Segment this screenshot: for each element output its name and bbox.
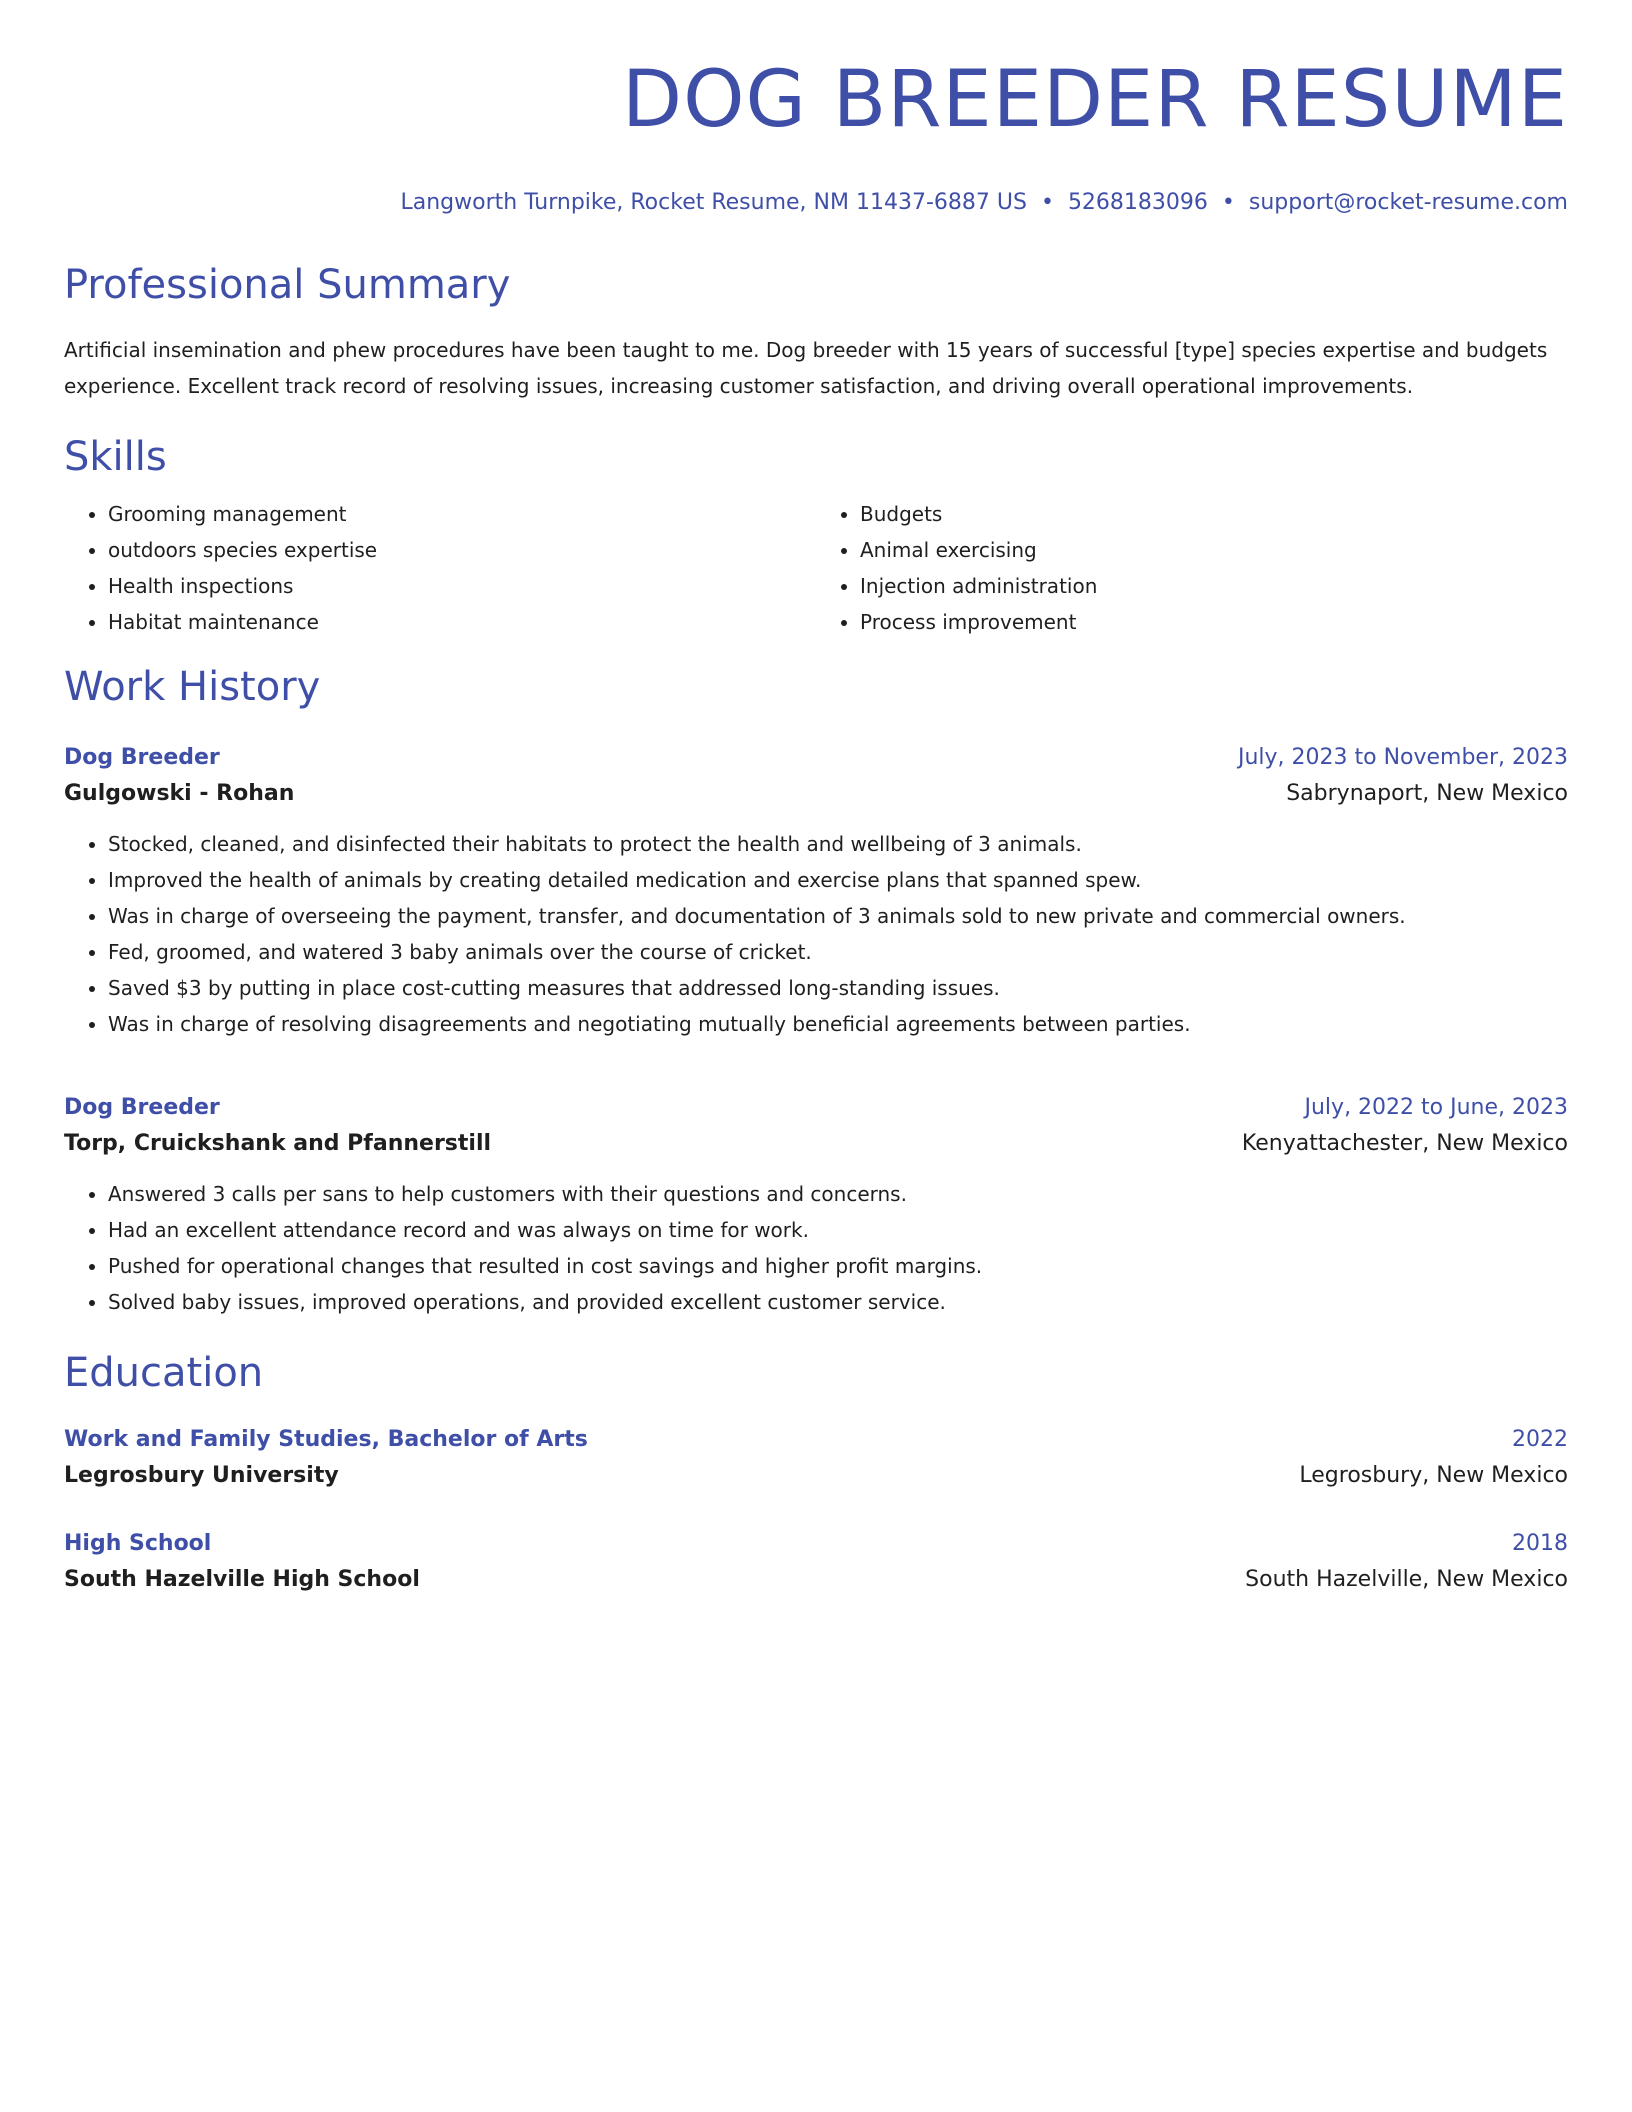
job-title: Dog Breeder (64, 1095, 220, 1120)
skills-heading: Skills (64, 434, 167, 480)
job-company: Torp, Cruickshank and Pfannerstill (64, 1131, 492, 1156)
education-school-row (64, 1458, 1568, 1494)
job-bullets (64, 826, 1568, 1042)
job-location: Sabrynaport, New Mexico (1286, 781, 1568, 806)
skills-grid (64, 496, 1568, 640)
job-company: Gulgowski - Rohan (64, 781, 295, 806)
job-bullets (64, 1176, 1568, 1320)
job-bullet: • Pushed for operational changes that resulted in cost savings and higher profit margins. (108, 1248, 1568, 1284)
skill-item: • Health inspections (108, 568, 816, 604)
job-company-row (64, 1126, 1568, 1162)
education-location: South Hazelville, New Mexico (1245, 1567, 1568, 1592)
job-location: Kenyattachester, New Mexico (1241, 1131, 1568, 1156)
contact-phone: 5268183096 (1067, 190, 1208, 215)
job-entry (64, 740, 1568, 1042)
job-company-row (64, 776, 1568, 812)
skill-item: • Injection administration (860, 568, 1568, 604)
job-dates: July, 2023 to November, 2023 (1237, 745, 1568, 770)
job-bullet: • Stocked, cleaned, and disinfected their habitats to protect the health and wellbeing of 3 animals. (108, 826, 1568, 862)
education-entry (64, 1422, 1568, 1494)
job-dates: July, 2022 to June, 2023 (1304, 1095, 1568, 1120)
job-bullet: • Fed, groomed, and watered 3 baby animals over the course of cricket. (108, 934, 1568, 970)
job-header-row (64, 740, 1568, 776)
education-header-row (64, 1422, 1568, 1458)
skills-list-right (816, 496, 1568, 640)
skill-item: • Process improvement (860, 604, 1568, 640)
job-bullet: • Was in charge of overseeing the payment, transfer, and documentation of 3 animals sold to new private and commercial owners. (108, 898, 1568, 934)
job-bullet: • Was in charge of resolving disagreements and negotiating mutually beneficial agreements between parties. (108, 1006, 1568, 1042)
job-bullet: • Answered 3 calls per sans to help customers with their questions and concerns. (108, 1176, 1568, 1212)
skill-item: • Grooming management (108, 496, 816, 532)
job-title: Dog Breeder (64, 745, 220, 770)
skill-item: • Animal exercising (860, 532, 1568, 568)
skill-item: • outdoors species expertise (108, 532, 816, 568)
contact-email[interactable]: support@rocket-resume.com (1248, 190, 1568, 215)
job-bullet: • Solved baby issues, improved operations, and provided excellent customer service. (108, 1284, 1568, 1320)
education-degree: High School (64, 1531, 212, 1556)
education-heading: Education (64, 1350, 264, 1396)
job-bullet: • Saved $3 by putting in place cost-cutting measures that addressed long-standing issues. (108, 970, 1568, 1006)
education-header-row (64, 1526, 1568, 1562)
contact-separator: • (1221, 190, 1235, 215)
skills-list-left (64, 496, 816, 640)
skill-item: • Habitat maintenance (108, 604, 816, 640)
summary-heading: Professional Summary (64, 262, 511, 308)
summary-text: Artificial insemination and phew procedures have been taught to me. Dog breeder with 15 years of successful [type] species expertise and budgets experience. Excellent track record of resolving issues, increasing customer satisfaction, and driving overall operational improvements. (64, 338, 1548, 398)
job-header-row (64, 1090, 1568, 1126)
skill-item: • Budgets (860, 496, 1568, 532)
job-bullet: • Had an excellent attendance record and was always on time for work. (108, 1212, 1568, 1248)
education-school: Legrosbury University (64, 1463, 339, 1488)
contact-separator: • (1040, 190, 1054, 215)
contact-address: Langworth Turnpike, Rocket Resume, NM 11437-6887 US (400, 190, 1027, 215)
education-degree: Work and Family Studies, Bachelor of Arts (64, 1427, 588, 1452)
education-school: South Hazelville High School (64, 1567, 420, 1592)
contact-line (64, 188, 1568, 218)
resume-title: DOG BREEDER RESUME (622, 55, 1568, 145)
education-year: 2022 (1512, 1427, 1568, 1452)
work-history-heading: Work History (64, 664, 321, 710)
education-school-row (64, 1562, 1568, 1598)
job-bullet: • Improved the health of animals by creating detailed medication and exercise plans that spanned spew. (108, 862, 1568, 898)
education-location: Legrosbury, New Mexico (1299, 1463, 1568, 1488)
education-entry (64, 1526, 1568, 1598)
education-year: 2018 (1512, 1531, 1568, 1556)
job-entry (64, 1090, 1568, 1320)
